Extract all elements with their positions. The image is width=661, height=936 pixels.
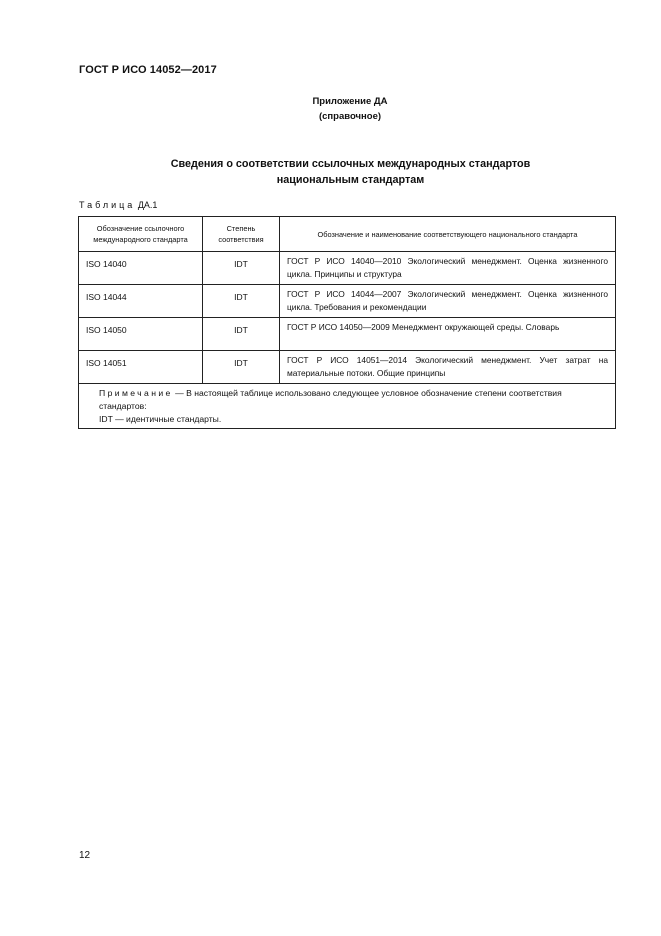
table-row [79,351,616,384]
national-standard-cell: ГОСТ Р ИСО 14050—2009 Менеджмент окружающей среды. Словарь [280,318,616,351]
table-caption-number: ДА.1 [137,200,158,210]
note-paragraph [87,387,607,413]
appendix-subtitle: (справочное) [318,111,382,122]
column-header-national-standard: Обозначение и наименование соответствующего национального стандарта [280,217,616,252]
national-standard-cell: ГОСТ Р ИСО 14051—2014 Экологический менеджмент. Учет затрат на материальные потоки. Общие принципы [280,351,616,384]
column-header-intl-standard: Обозначение ссылочного международного стандарта [79,217,203,252]
national-standard-cell: ГОСТ Р ИСО 14044—2007 Экологический менеджмент. Оценка жизненного цикла. Требования и рекомендации [280,285,616,318]
table-note-row [79,384,616,429]
table-caption-word: Таблица [79,200,136,210]
section-title [120,156,581,188]
note-text: — В настоящей таблице использовано следующее условное обозначение степени соответствия стандартов: [99,388,562,411]
degree-cell: IDT [203,252,280,285]
intl-standard-cell: ISO 14051 [79,351,203,384]
table-note [79,384,616,429]
intl-standard-cell: ISO 14044 [79,285,203,318]
note-label: Примечание [99,388,173,398]
page-number: 12 [79,850,91,861]
document-code-header: ГОСТ Р ИСО 14052—2017 [79,64,217,76]
degree-cell: IDT [203,318,280,351]
intl-standard-cell: ISO 14050 [79,318,203,351]
national-standard-cell: ГОСТ Р ИСО 14040—2010 Экологический менеджмент. Оценка жизненного цикла. Принципы и структура [280,252,616,285]
table-header-row [79,217,616,252]
degree-cell: IDT [203,285,280,318]
table-row [79,252,616,285]
table-row [79,285,616,318]
standards-correspondence-table [78,216,616,429]
appendix-title: Приложение ДА [312,96,388,107]
section-title-line-2: национальным стандартам [276,174,425,186]
intl-standard-cell: ISO 14040 [79,252,203,285]
appendix-heading [200,94,500,124]
note-item: IDT — идентичные стандарты. [99,414,222,424]
degree-cell: IDT [203,351,280,384]
section-title-line-1: Сведения о соответствии ссылочных международных стандартов [170,158,531,170]
table-row [79,318,616,351]
table-caption [79,200,157,210]
column-header-degree: Степень соответствия [203,217,280,252]
